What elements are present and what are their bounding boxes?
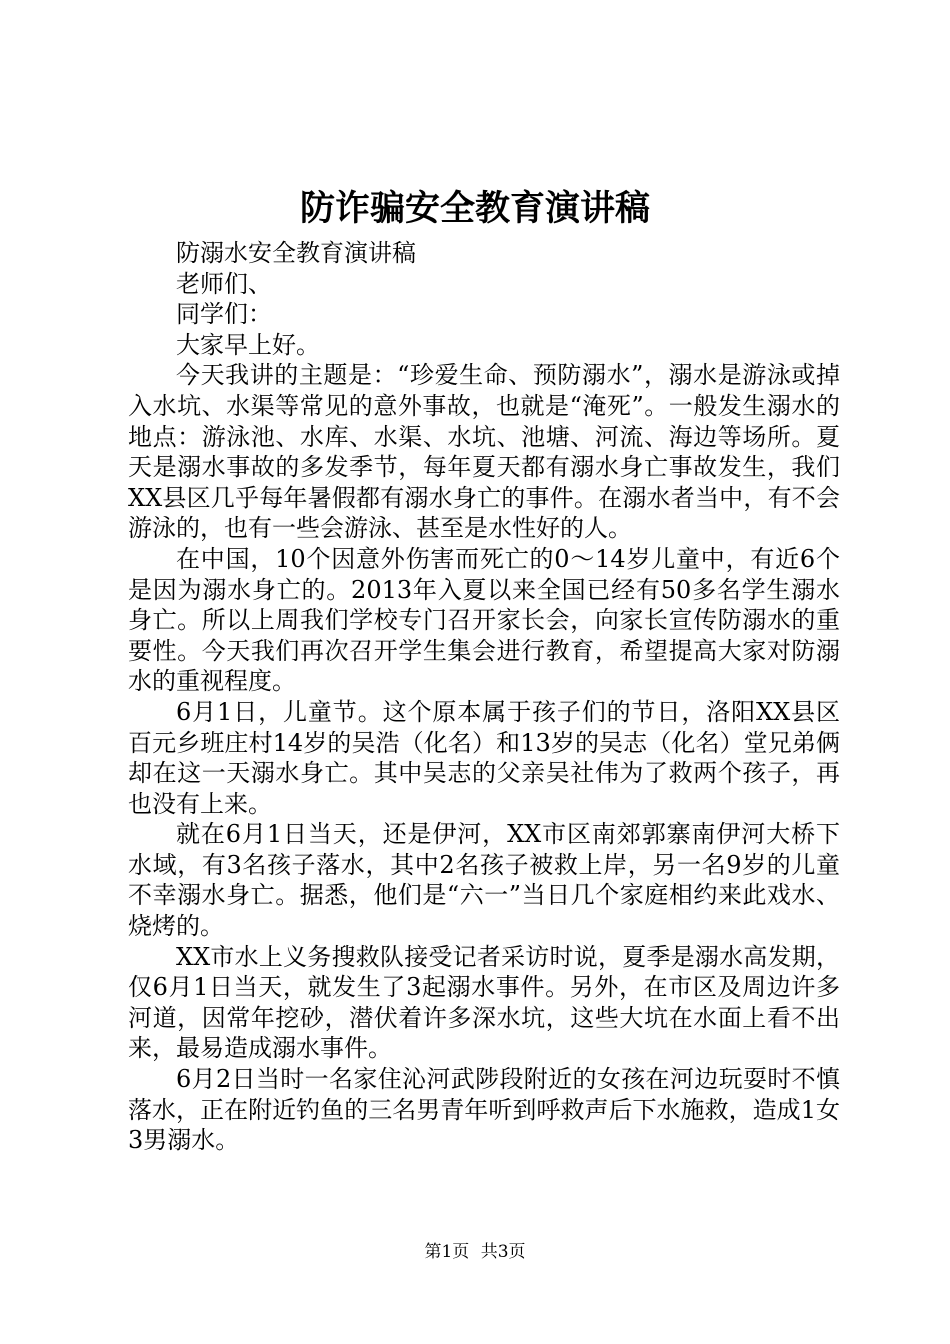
document-title: 防诈骗安全教育演讲稿 xyxy=(299,188,650,229)
body-paragraph-salutation-teachers: 老师们、 xyxy=(176,269,272,298)
body-paragraph: 6月1日，儿童节。这个原本属于孩子们的节日，洛阳XX县区百元乡班庄村14岁的吴浩（化名）和13岁的吴志（化名）堂兄弟俩却在这一天溺水身亡。其中吴志的父亲吴社伟为了救两个孩子，再也没有上来。 xyxy=(128,697,840,818)
body-paragraph: 今天我讲的主题是：“珍爱生命、预防溺水”，溺水是游泳或掉入水坑、水渠等常见的意外事故，也就是“淹死”。一般发生溺水的地点：游泳池、水库、水渠、水坑、池塘、河流、海边等场所。夏天是溺水事故的多发季节，每年夏天都有溺水身亡事故发生，我们XX县区几乎每年暑假都有溺水身亡的事件。在溺水者当中，有不会游泳的，也有一些会游泳、甚至是水性好的人。 xyxy=(128,361,840,543)
body-paragraph: 在中国，10个因意外伤害而死亡的0～14岁儿童中，有近6个是因为溺水身亡的。2013年入夏以来全国已经有50多名学生溺水身亡。所以上周我们学校专门召开家长会，向家长宣传防溺水的重要性。今天我们再次召开学生集会进行教育，希望提高大家对防溺水的重视程度。 xyxy=(128,544,840,696)
body-paragraph: 6月2日当时一名家住沁河武陟段附近的女孩在河边玩耍时不慎落水，正在附近钓鱼的三名男青年听到呼救声后下水施救，造成1女3男溺水。 xyxy=(128,1065,840,1155)
page-footer xyxy=(0,1240,950,1264)
body-paragraph: XX市水上义务搜救队接受记者采访时说，夏季是溺水高发期，仅6月1日当天，就发生了3起溺水事件。另外，在市区及周边许多河道，因常年挖砂，潜伏着许多深水坑，这些大坑在水面上看不出来，最易造成溺水事件。 xyxy=(128,942,840,1063)
body-paragraph-subtitle: 防溺水安全教育演讲稿 xyxy=(176,239,416,267)
body-paragraph-salutation-students: 同学们： xyxy=(176,300,272,329)
page-number-total: 共3页 xyxy=(480,1242,526,1262)
document-body xyxy=(128,238,840,1156)
body-paragraph-greeting: 大家早上好。 xyxy=(176,330,320,359)
page-number-current: 第1页 xyxy=(424,1242,470,1262)
body-paragraph: 就在6月1日当天，还是伊河，XX市区南郊郭寨南伊河大桥下水域，有3名孩子落水，其中2名孩子被救上岸，另一名9岁的儿童不幸溺水身亡。据悉，他们是“六一”当日几个家庭相约来此戏水、烧烤的。 xyxy=(128,820,840,941)
